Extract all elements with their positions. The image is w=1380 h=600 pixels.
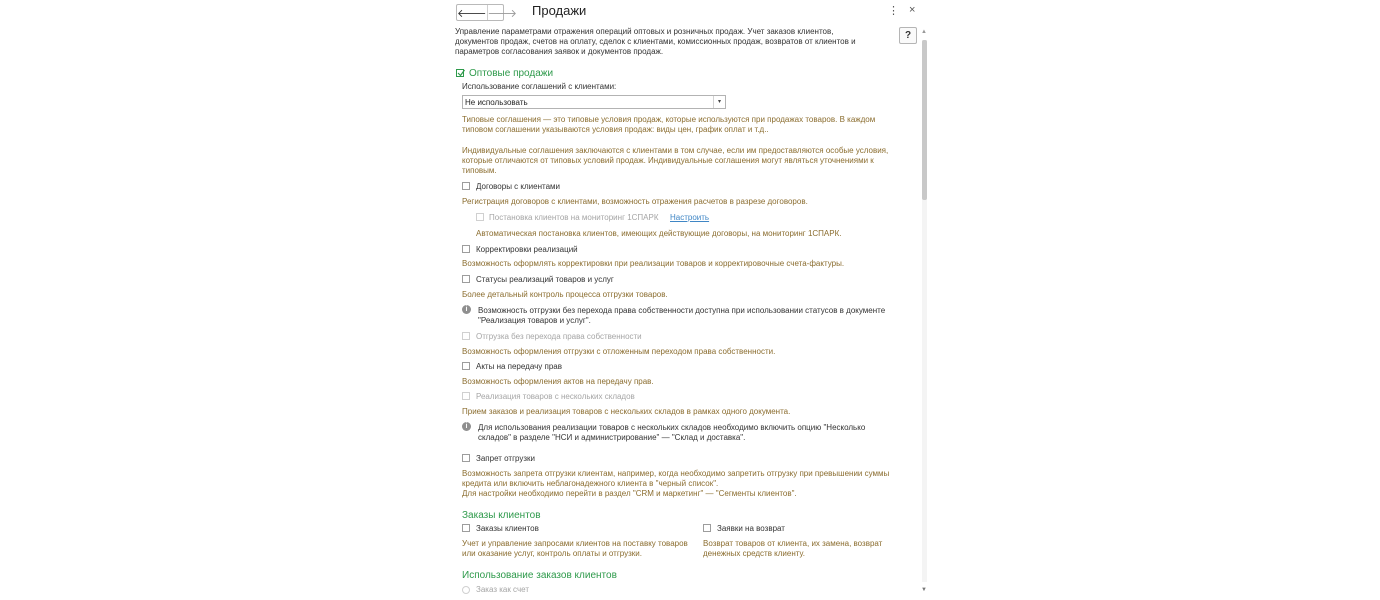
multi-warehouse-info-text: Для использования реализации товаров с нескольких складов необходимо включить опцию "Несколько складов" в разделе "НСИ и администрирование" — "Склад и доставка".: [478, 423, 866, 442]
multi-warehouse-note: Прием заказов и реализация товаров с нескольких складов в рамках одного документа.: [462, 407, 791, 416]
spark-monitoring-note: Автоматическая постановка клиентов, имеющих действующие договоры, на мониторинг 1СПАРК.: [476, 229, 842, 238]
shipment-ban-checkbox[interactable]: [462, 454, 470, 462]
contracts-label[interactable]: Договоры с клиентами: [476, 182, 560, 191]
order-as-invoice-radio[interactable]: [462, 586, 470, 594]
shipment-without-transfer-checkbox[interactable]: [462, 332, 470, 340]
client-orders-note: Учет и управление запросами клиентов на поставку товаров или оказание услуг, контроль оплаты и отгрузки.: [462, 539, 688, 558]
return-requests-label[interactable]: Заявки на возврат: [717, 524, 785, 533]
multi-warehouse-checkbox[interactable]: [462, 392, 470, 400]
return-requests-checkbox[interactable]: [703, 524, 711, 532]
rights-transfer-acts-label[interactable]: Акты на передачу прав: [476, 362, 562, 371]
info-icon: i: [462, 422, 471, 431]
help-button[interactable]: ?: [899, 27, 917, 44]
agreements-select[interactable]: [462, 95, 726, 109]
return-requests-note: Возврат товаров от клиента, их замена, возврат денежных средств клиенту.: [703, 539, 883, 558]
rights-transfer-acts-checkbox[interactable]: [462, 362, 470, 370]
spark-monitoring-checkbox[interactable]: [476, 213, 484, 221]
typical-agreements-note: Типовые соглашения — это типовые условия продаж, которые используются при продажах товаров. В каждом типовом соглашении указываются условия продаж: виды цен, график оплат и т.д..: [462, 115, 876, 134]
chevron-down-icon[interactable]: ▾: [713, 96, 725, 108]
back-arrow-icon[interactable]: 🡐: [457, 7, 487, 20]
shipment-without-transfer-label: Отгрузка без перехода права собственности: [476, 332, 642, 341]
page-description: Управление параметрами отражения операций оптовых и розничных продаж. Учет заказов клиентов, документов продаж, счетов на оплату, сделок с клиентами, комиссионных продаж, возвратов от клиентов и параметров согласования заявок и документов продаж.: [455, 27, 856, 56]
sales-corrections-label[interactable]: Корректировки реализаций: [476, 245, 578, 254]
client-orders-section-title: Заказы клиентов: [462, 510, 541, 521]
client-orders-checkbox[interactable]: [462, 524, 470, 532]
info-icon: i: [462, 305, 471, 314]
close-icon[interactable]: ×: [909, 4, 916, 16]
agreements-select-value: Не использовать: [465, 98, 528, 107]
orders-usage-section-title: Использование заказов клиентов: [462, 570, 617, 581]
sales-statuses-label[interactable]: Статусы реализаций товаров и услуг: [476, 275, 614, 284]
shipment-without-transfer-note: Возможность оформления отгрузки с отложенным переходом права собственности.: [462, 347, 776, 356]
forward-arrow-icon[interactable]: 🡒: [487, 5, 518, 20]
shipment-ban-note: Возможность запрета отгрузки клиентам, например, когда необходимо запретить отгрузку при превышении суммы кредита или включить неблагонадежного клиента в "черный список". Для настройки необходимо перейти в раздел "CRM и маркетинг" — "Сегменты клиентов".: [462, 469, 890, 498]
individual-agreements-note: Индивидуальные соглашения заключаются с клиентами в том случае, если им предоставляются особые условия, которые отличаются от типовых условий продаж. Индивидуальные соглашения могут являться уточнениями к типовым.: [462, 146, 889, 175]
check-icon: [457, 69, 465, 77]
agreements-label: Использование соглашений с клиентами:: [462, 82, 617, 91]
sales-statuses-note: Более детальный контроль процесса отгрузки товаров.: [462, 290, 668, 299]
multi-warehouse-label: Реализация товаров с нескольких складов: [476, 392, 635, 401]
contracts-note: Регистрация договоров с клиентами, возможность отражения расчетов в разрезе договоров.: [462, 197, 808, 206]
shipment-ban-label[interactable]: Запрет отгрузки: [476, 454, 535, 463]
scroll-up-icon[interactable]: ▲: [921, 29, 927, 35]
contracts-checkbox[interactable]: [462, 182, 470, 190]
scrollbar-thumb[interactable]: [922, 40, 927, 200]
window-title: Продажи: [532, 3, 587, 18]
rights-transfer-acts-note: Возможность оформления актов на передачу прав.: [462, 377, 654, 386]
sales-settings-window: [448, 0, 930, 600]
navigation-buttons: [456, 4, 517, 21]
spark-monitoring-label: Постановка клиентов на мониторинг 1СПАРК: [489, 213, 659, 222]
sales-corrections-checkbox[interactable]: [462, 245, 470, 253]
scroll-down-icon[interactable]: ▼: [921, 587, 927, 593]
client-orders-label[interactable]: Заказы клиентов: [476, 524, 539, 533]
spark-configure-link[interactable]: Настроить: [670, 213, 710, 222]
wholesale-section-title: Оптовые продажи: [469, 68, 554, 79]
more-menu-icon[interactable]: ⋮: [888, 5, 899, 17]
order-as-invoice-label: Заказ как счет: [476, 585, 529, 594]
sales-statuses-checkbox[interactable]: [462, 275, 470, 283]
ownership-info-text: Возможность отгрузки без перехода права собственности доступна при использовании статусов в документе "Реализация товаров и услуг".: [478, 306, 886, 325]
sales-corrections-note: Возможность оформлять корректировки при реализации товаров и корректировочные счета-фактуры.: [462, 259, 845, 268]
